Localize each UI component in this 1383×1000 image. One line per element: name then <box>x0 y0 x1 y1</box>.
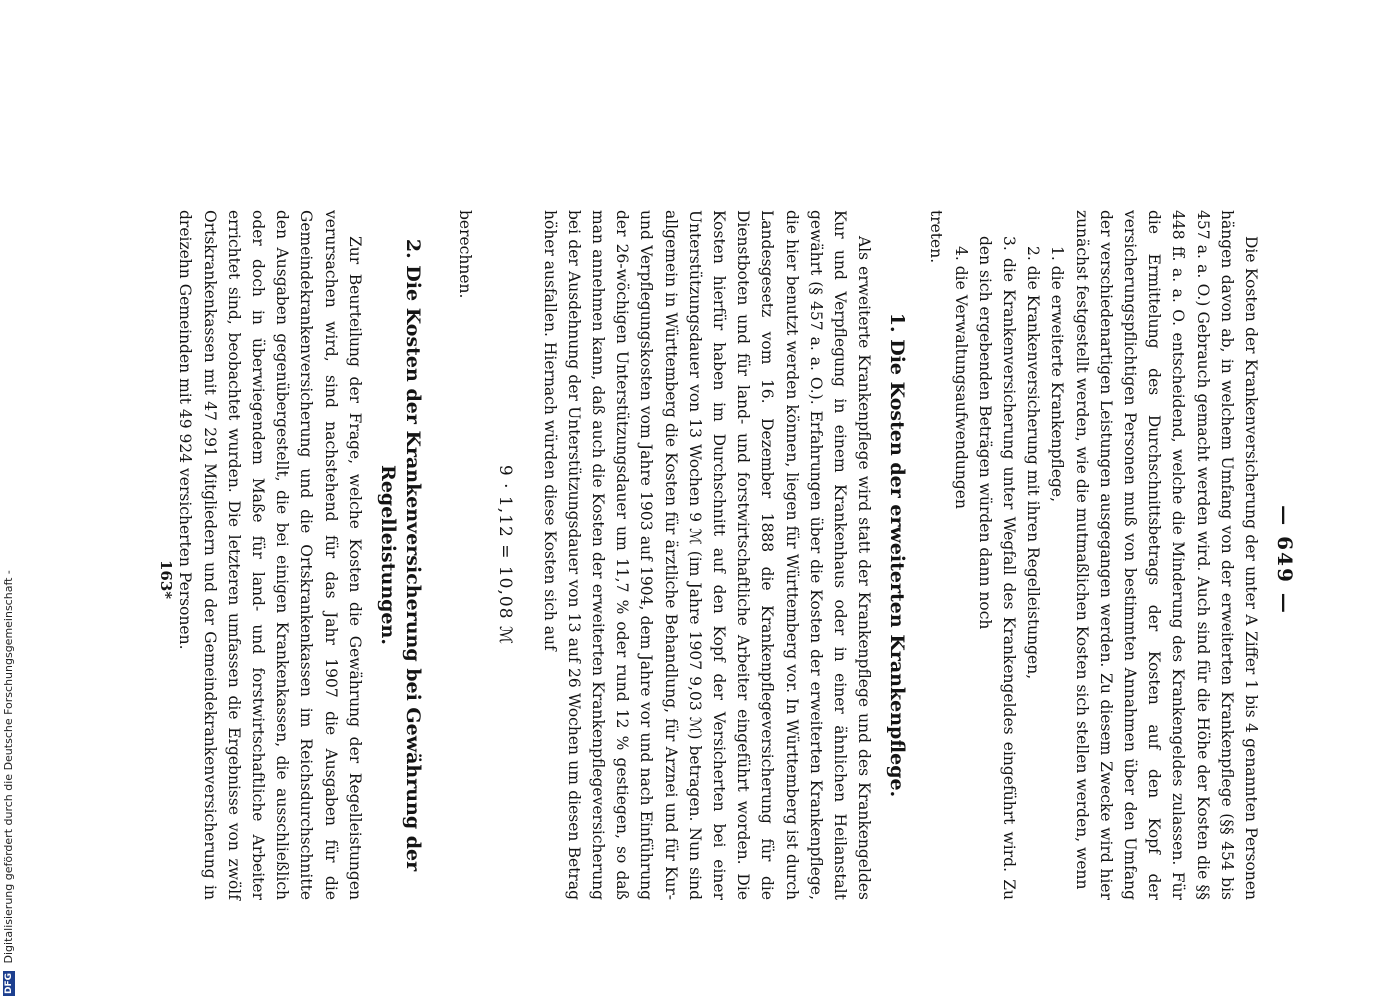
page-number: — 649 — <box>1273 505 1297 615</box>
text-body <box>173 210 1263 900</box>
enumerated-list <box>948 210 1069 900</box>
side-credit <box>0 0 18 1000</box>
section1-tail: berechnen. <box>456 210 475 299</box>
intro-paragraph: Die Kosten der Krankenversicherung der unter A Ziffer 1 bis 4 genannten Personen hängen davon ab, in welchem Umfang von der erweiterten Krankenpflege (§§ 454 bis 457 a. a. O.) Gebrauch gemacht werden wird. Auch sind für die Höhe der Kosten die §§ 448 ff. a. a. O. entscheidend, welche die Minderung des Krankengeldes zulassen. Für die Ermittelung des Durchschnittsbetrags der Kosten auf den Kopf der versicherungspflichtigen Personen muß von bestimmten Annahmen über den Umfang der verschiedenartigen Leistungen ausgegangen werden. Zu diesem Zwecke wird hier zunächst festgestellt werden, wie die mutmaßlichen Kosten sich stellen werden, wenn <box>1072 210 1260 900</box>
side-credit-text: Digitalisierung gefördert durch die Deutsche Forschungsgemeinschaft - <box>2 570 15 964</box>
section-heading-1: 1. Die Kosten der erweiterten Krankenpflege. <box>886 312 909 798</box>
section-heading-2: 2. Die Kosten der Krankenversicherung bei Gewährung der Regelleistungen. <box>376 238 424 872</box>
list-item: 4. die Verwaltungsaufwendungen <box>951 246 970 509</box>
section2-paragraph: Zur Beurteilung der Frage, welche Kosten die Gewährung der Regelleistungen verursachen wird, sind nachstehend für das Jahr 1907 die Ausgaben für die Gemeindekrankenversicherung und die Ortskrankenkassen im Reichsdurchschnitte den Ausgaben gegenübergestellt, die bei einigen Krankenkassen, die ausschließlich oder doch in überwiegendem Maße für land- und forstwirtschaftliche Arbeiter errichtet sind, beobachtet wurden. Die letzteren umfassen die Ergebnisse von zwölf Ortskrankenkassen mit 47 291 Mitgliedern und der Gemeindekrankenversicherung in dreizehn Gemeinden mit 49 924 versicherten Personen. <box>176 210 364 900</box>
list-item: 1. die erweiterte Krankenpflege, <box>1048 246 1067 503</box>
signature-mark: 163* <box>157 560 175 600</box>
list-tail: treten. <box>927 210 946 264</box>
formula: 9 · 1,12 = 10,08 ℳ <box>495 464 516 646</box>
list-item: 2. die Krankenversicherung mit ihren Regelleistungen, <box>1024 246 1043 680</box>
dfg-logo: DFG <box>4 972 14 994</box>
section1-paragraph: Als erweiterte Krankenpflege wird statt der Krankenpflege und des Krankengeldes Kur und Verpflegung in einem Krankenhaus oder in einer ähnlichen Heilanstalt gewährt (§ 457 a. a. O.). Erfahrungen über die Kosten der erweiterten Krankenpflege, die hier benutzt werden können, liegen für Württemberg vor. In Württemberg ist durch Landesgesetz vom 16. Dezember 1888 die Krankenpflegeversicherung für die Dienstboten und für land- und forstwirtschaftliche Arbeiter eingeführt worden. Die Kosten hierfür haben im Durchschnitt auf den Kopf der Versicherten bei einer Unterstützungsdauer von 13 Wochen 9 ℳ (im Jahre 1907 9,03 ℳ) betragen. Nun sind allgemein in Württemberg die Kosten für ärztliche Behandlung, für Arznei und für Kur- und Verpflegungskosten vom Jahre 1903 auf 1904, dem Jahre vor und nach Einführung der 26-wöchigen Unterstützungsdauer um 11,7 % oder rund 12 % gestiegen, so daß man annehmen kann, daß auch die Kosten der erweiterten Krankenpflegeversicherung bei der Ausdehnung der Unterstützungsdauer von 13 auf 26 Wochen um diesen Betrag höher ausfallen. Hiernach würden diese Kosten sich auf <box>540 210 874 900</box>
list-item: 3. die Krankenversicherung unter Wegfall des Krankengeldes eingeführt wird. Zu den sich ergebenden Beträgen würden dann noch <box>975 236 1018 900</box>
